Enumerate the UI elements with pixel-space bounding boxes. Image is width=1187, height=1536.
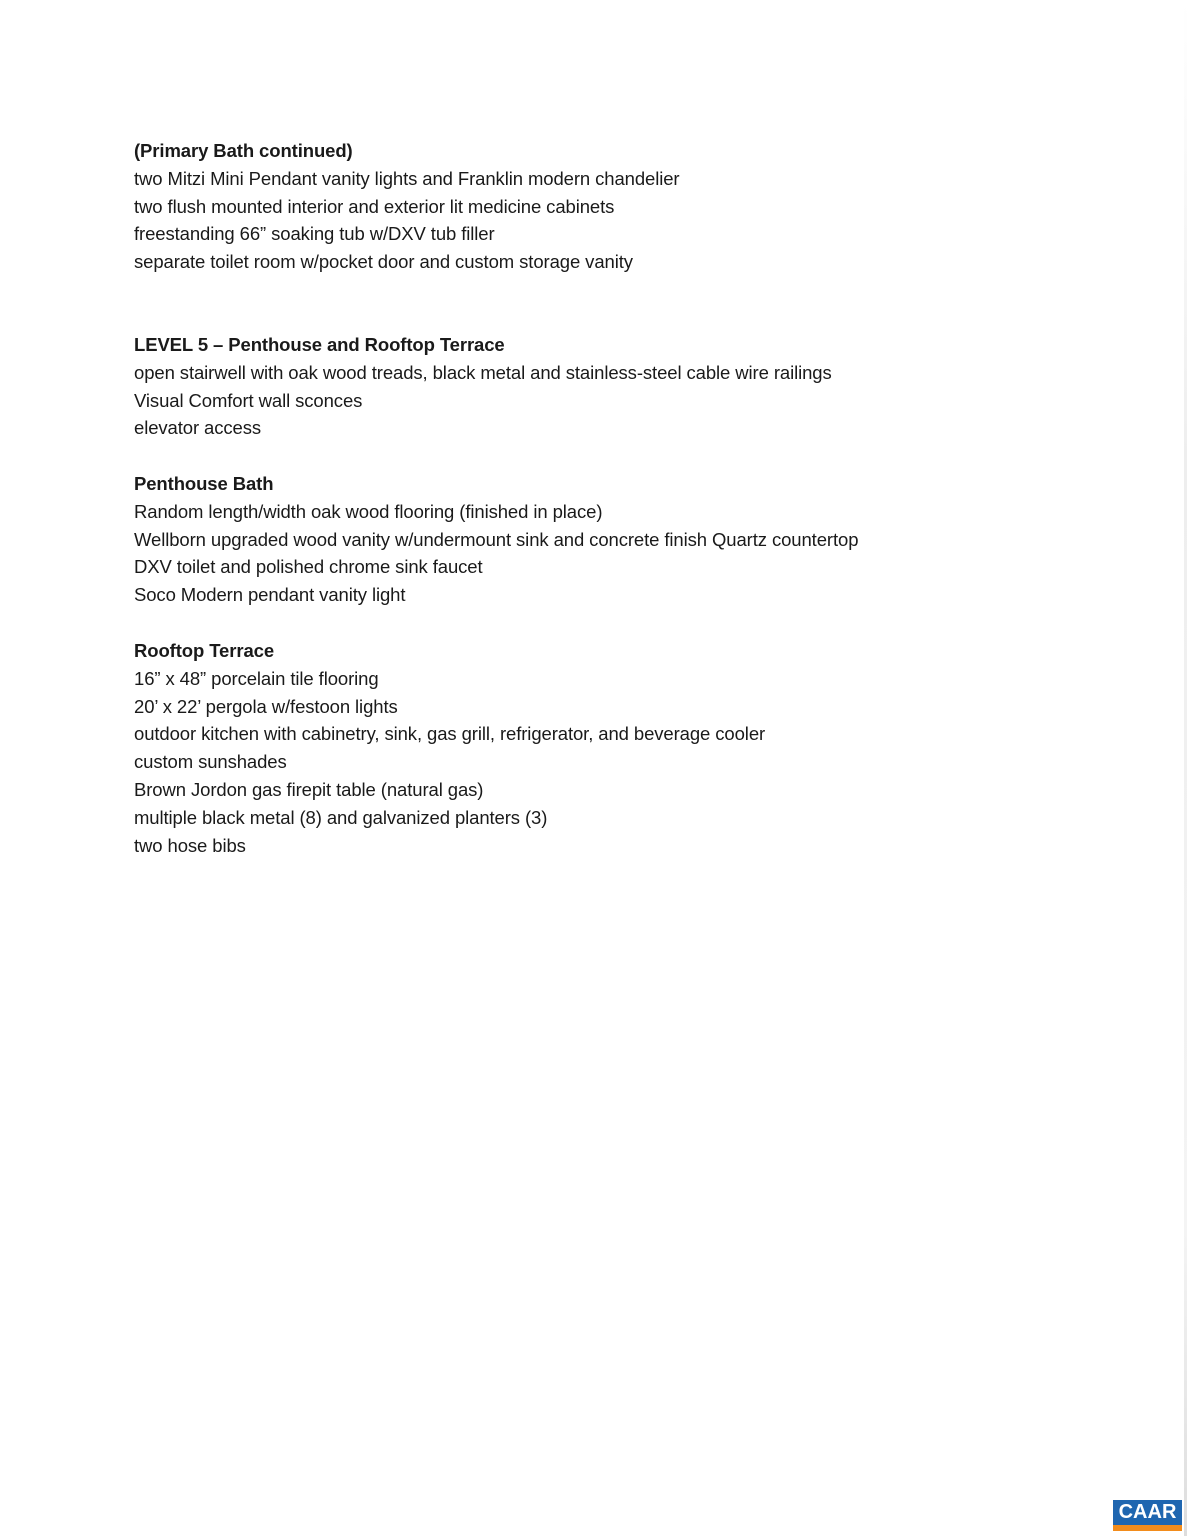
list-item: Wellborn upgraded wood vanity w/undermount sink and concrete finish Quartz countertop [134, 528, 859, 550]
section-level-5 [134, 331, 832, 442]
list-item: Brown Jordon gas firepit table (natural gas) [134, 778, 484, 800]
list-item: elevator access [134, 417, 262, 439]
list-item: multiple black metal (8) and galvanized planters (3) [134, 806, 548, 828]
section-heading: Rooftop Terrace [134, 640, 275, 661]
list-item: DXV toilet and polished chrome sink faucet [134, 556, 483, 578]
list-item: 20’ x 22’ pergola w/festoon lights [134, 695, 398, 717]
list-item: 16” x 48” porcelain tile flooring [134, 667, 379, 689]
list-item: two Mitzi Mini Pendant vanity lights and Franklin modern chandelier [134, 167, 680, 189]
logo-bar [1113, 1525, 1182, 1531]
list-item: Visual Comfort wall sconces [134, 389, 363, 411]
list-item: open stairwell with oak wood treads, black metal and stainless-steel cable wire railings [134, 361, 832, 383]
list-item: freestanding 66” soaking tub w/DXV tub filler [134, 223, 495, 245]
list-item: Random length/width oak wood flooring (finished in place) [134, 500, 603, 522]
caar-logo [1113, 1500, 1182, 1531]
section-heading: Penthouse Bath [134, 473, 274, 494]
logo-text: CAAR [1118, 1501, 1177, 1523]
section-heading: LEVEL 5 – Penthouse and Rooftop Terrace [134, 334, 505, 355]
section-penthouse-bath [134, 470, 858, 609]
section-rooftop-terrace [134, 637, 765, 859]
list-item: separate toilet room w/pocket door and custom storage vanity [134, 251, 633, 273]
list-item: custom sunshades [134, 751, 287, 773]
list-item: two hose bibs [134, 834, 246, 856]
section-heading: (Primary Bath continued) [134, 140, 353, 161]
list-item: Soco Modern pendant vanity light [134, 584, 406, 606]
list-item: outdoor kitchen with cabinetry, sink, gas grill, refrigerator, and beverage cooler [134, 723, 766, 745]
list-item: two flush mounted interior and exterior lit medicine cabinets [134, 195, 615, 217]
section-primary-bath [134, 137, 679, 276]
